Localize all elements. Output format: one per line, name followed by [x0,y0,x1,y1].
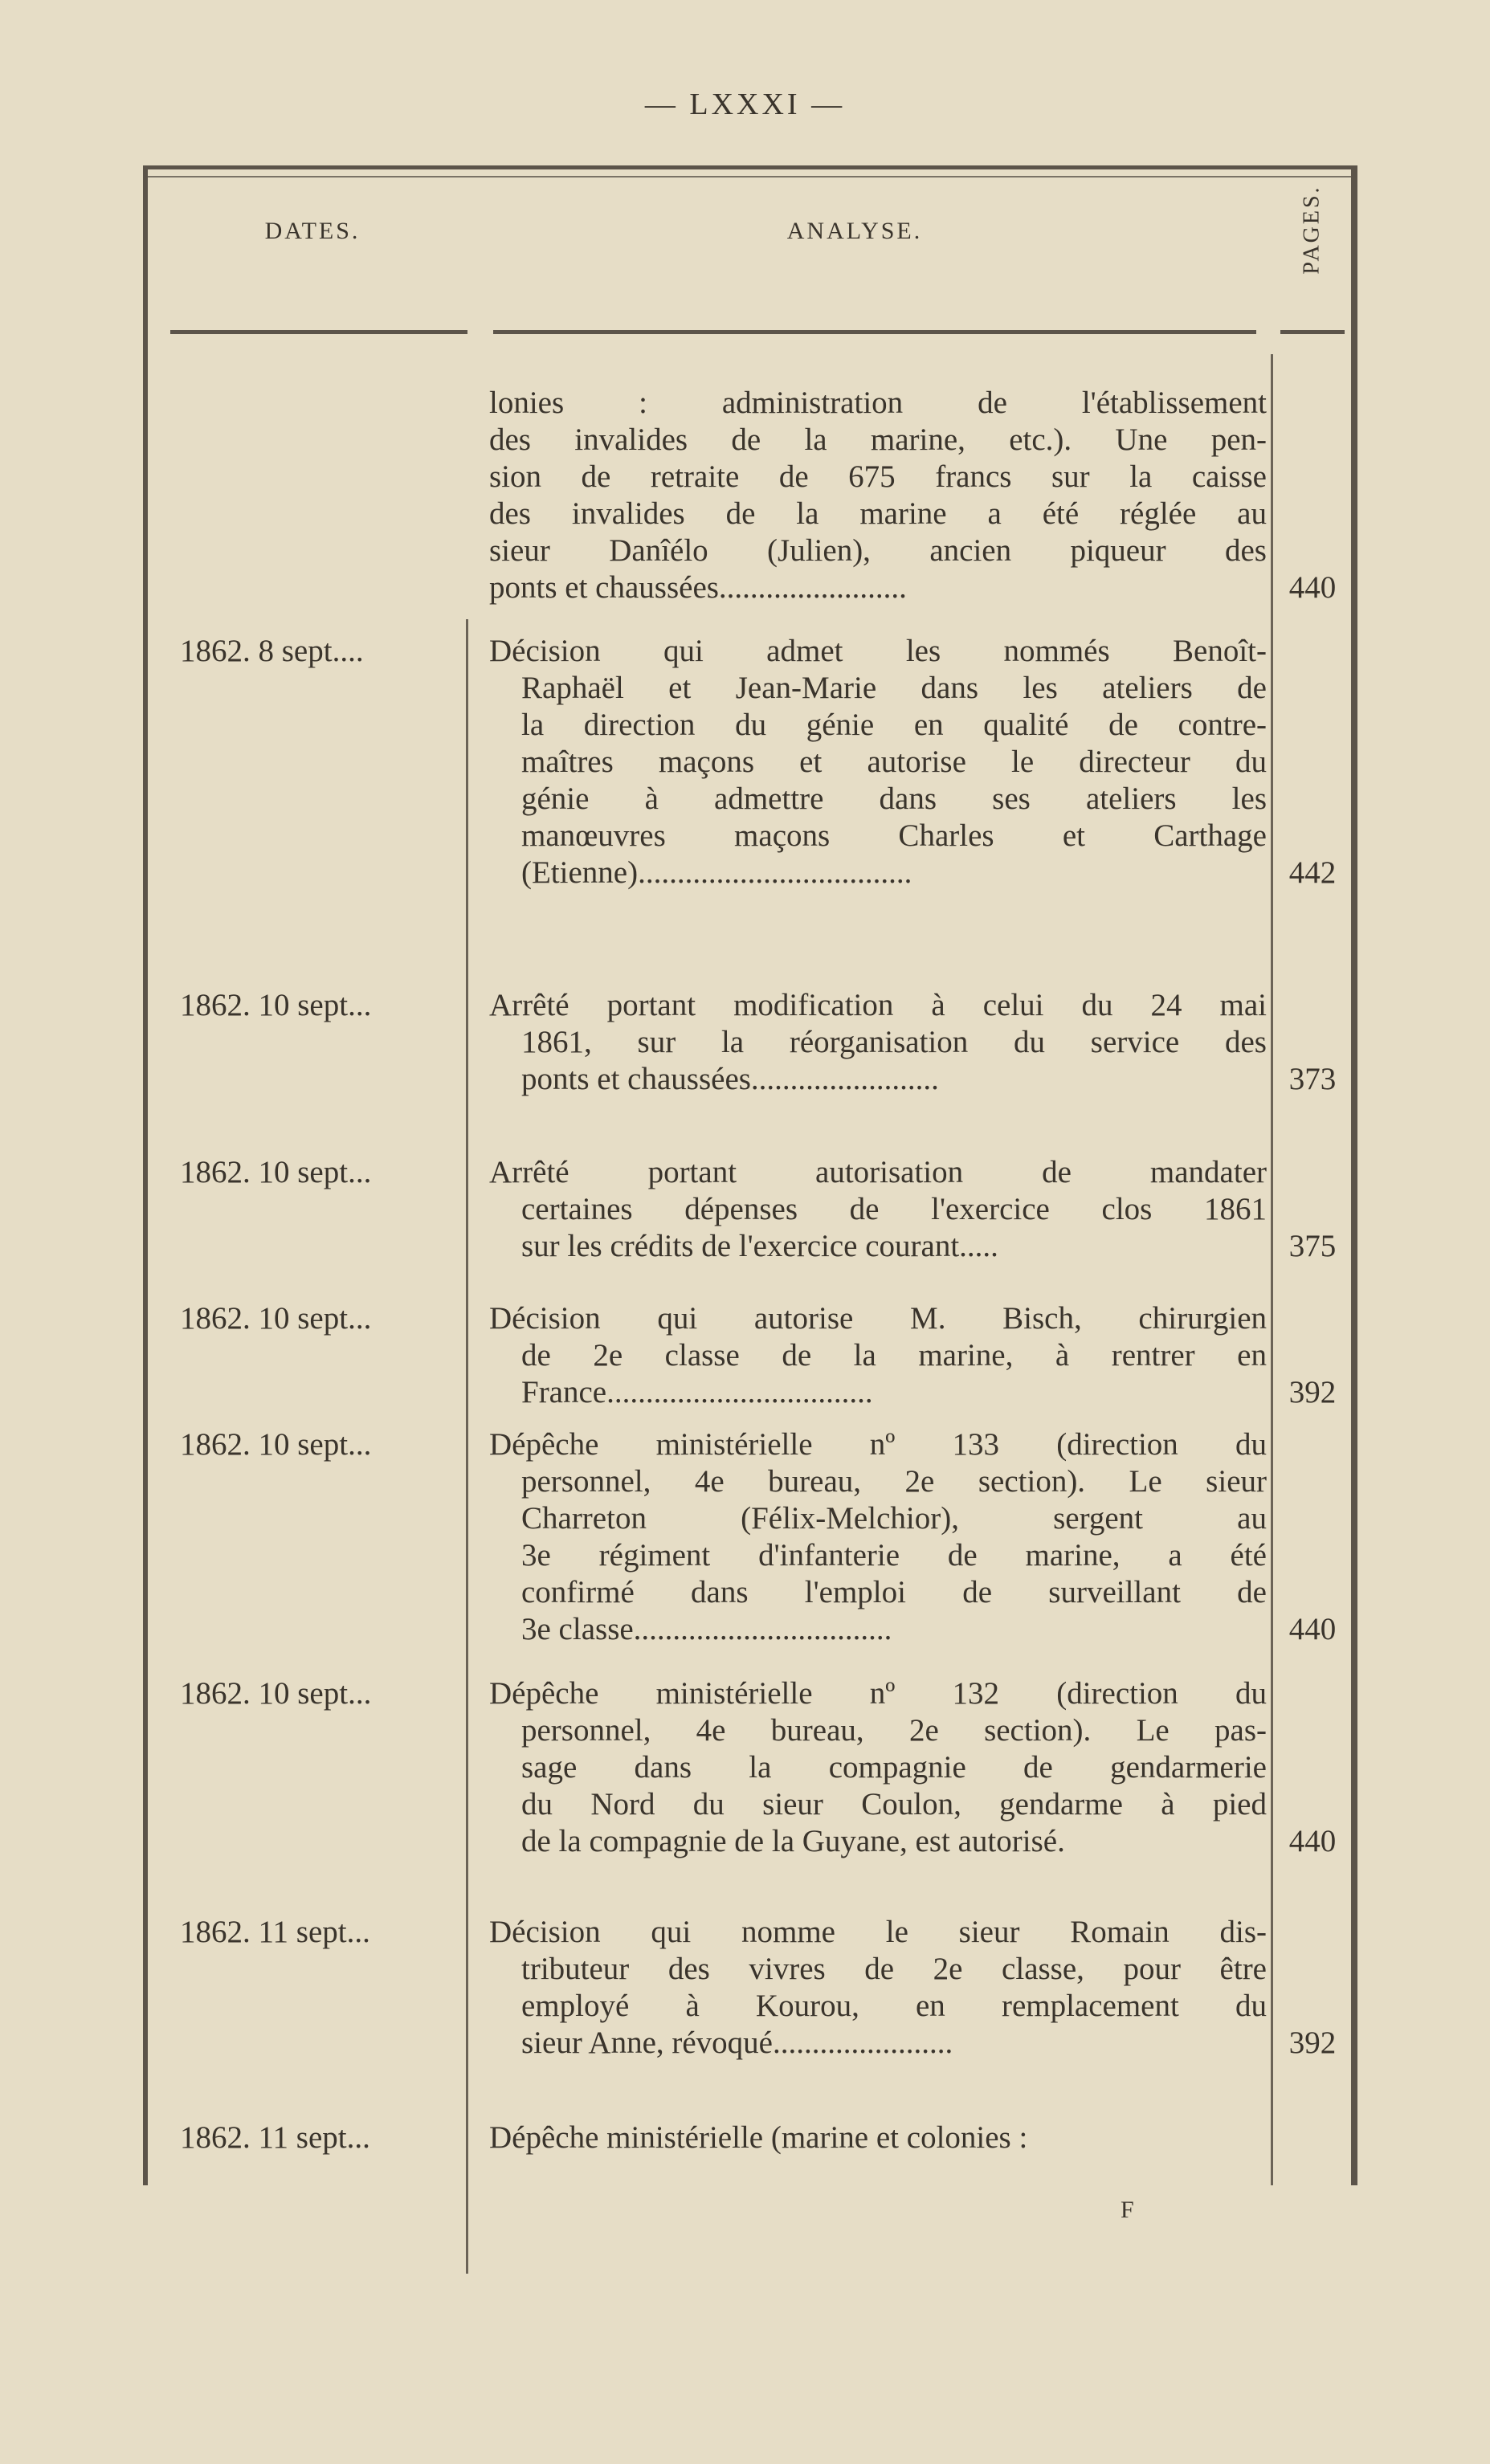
entry-date: 1862. 10 sept... [180,1427,372,1462]
entry-analysis [489,2119,1267,2156]
entry-analysis [489,633,1267,891]
analysis-line: France.................................. [521,1375,873,1409]
entry-page: 392 [1288,1375,1337,1409]
analysis-line: ponts et chaussées........................ [489,570,907,605]
header-analyse: ANALYSE. [786,218,923,244]
entry-date: 1862. 10 sept... [180,1676,372,1711]
analysis-line: du Nord du sieur Coulon, gendarme à pied [521,1787,1267,1821]
header-rule-analyse [493,330,1256,334]
entry-date: 1862. 10 sept... [180,988,372,1022]
analysis-line: confirmé dans l'emploi de surveillant de [521,1575,1267,1609]
analysis-line: personnel, 4e bureau, 2e section). Le pas- [521,1713,1267,1748]
analysis-line: personnel, 4e bureau, 2e section). Le sieur [521,1464,1267,1499]
entry-analysis [489,1300,1267,1411]
analysis-line: Dépêche ministérielle nº 133 (direction du [489,1427,1267,1462]
entry-date: 1862. 10 sept... [180,1301,372,1336]
analysis-line: de la compagnie de la Guyane, est autorisé. [521,1824,1065,1858]
analysis-line: Dépêche ministérielle (marine et colonies : [489,2120,1028,2155]
entry-analysis [489,1914,1267,2062]
entry-page: 440 [1288,570,1337,605]
analysis-line: Raphaël et Jean-Marie dans les ateliers de [521,671,1267,705]
analysis-line: sieur Anne, révoqué....................... [521,2025,953,2060]
analysis-line: tributeur des vivres de 2e classe, pour être [521,1952,1267,1986]
entry-analysis [489,1426,1267,1648]
analysis-line: Arrêté portant modification à celui du 24 mai [489,988,1267,1022]
entry-analysis [489,987,1267,1098]
entry-date: 1862. 11 sept... [180,2120,370,2155]
entry-date: 1862. 8 sept.... [180,634,364,668]
entry-analysis [489,385,1267,606]
analysis-line: génie à admettre dans ses ateliers les [521,781,1267,816]
analysis-line: sion de retraite de 675 francs sur la caisse [489,459,1267,494]
analysis-line: certaines dépenses de l'exercice clos 1861 [521,1192,1267,1226]
header-pages-label: PAGES. [1300,185,1325,275]
analysis-line: des invalides de la marine, etc.). Une pen- [489,422,1267,457]
analysis-line: Décision qui admet les nommés Benoît- [489,634,1267,668]
analysis-line: sage dans la compagnie de gendarmerie [521,1750,1267,1785]
analysis-line: Décision qui autorise M. Bisch, chirurgien [489,1301,1267,1336]
analysis-line: la direction du génie en qualité de contre- [521,708,1267,742]
header-dates: DATES. [264,218,361,244]
entry-page: 373 [1288,1062,1337,1096]
analysis-line: employé à Kourou, en remplacement du [521,1989,1267,2023]
analysis-line: 3e classe................................. [521,1612,892,1646]
table-frame [143,165,1357,2185]
analysis-line: 3e régiment d'infanterie de marine, a été [521,1538,1267,1573]
analysis-line: ponts et chaussées........................ [521,1062,939,1096]
entry-analysis [489,1675,1267,1860]
entry-page: 392 [1288,2025,1337,2060]
column-divider-pages [1271,354,1273,2185]
header-rule-dates [170,330,467,334]
analysis-line: Dépêche ministérielle nº 132 (direction du [489,1676,1267,1711]
analysis-line: 1861, sur la réorganisation du service des [521,1025,1267,1059]
analysis-line: sieur Danîélo (Julien), ancien piqueur des [489,533,1267,568]
header-rule-pages [1280,330,1345,334]
signature-letter: F [1121,2197,1134,2223]
analysis-line: de 2e classe de la marine, à rentrer en [521,1338,1267,1373]
analysis-line: Arrêté portant autorisation de mandater [489,1155,1267,1189]
entry-date: 1862. 10 sept... [180,1155,372,1189]
analysis-line: Charreton (Félix-Melchior), sergent au [521,1501,1267,1536]
entry-page: 442 [1288,855,1337,890]
entry-page: 440 [1288,1824,1337,1858]
entry-page: 375 [1288,1229,1337,1263]
analysis-line: des invalides de la marine a été réglée au [489,496,1267,531]
analysis-line: maîtres maçons et autorise le directeur du [521,745,1267,779]
page-number: — LXXXI — [644,88,846,121]
analysis-line: (Etienne)................................... [521,855,912,890]
analysis-line: lonies : administration de l'établissement [489,386,1267,420]
analysis-line: sur les crédits de l'exercice courant..... [521,1229,998,1263]
header-pages [1276,185,1349,275]
analysis-line: Décision qui nomme le sieur Romain dis- [489,1915,1267,1949]
entry-analysis [489,1154,1267,1265]
entry-page: 440 [1288,1612,1337,1646]
analysis-line: manœuvres maçons Charles et Carthage [521,818,1267,853]
entry-date: 1862. 11 sept... [180,1915,370,1949]
